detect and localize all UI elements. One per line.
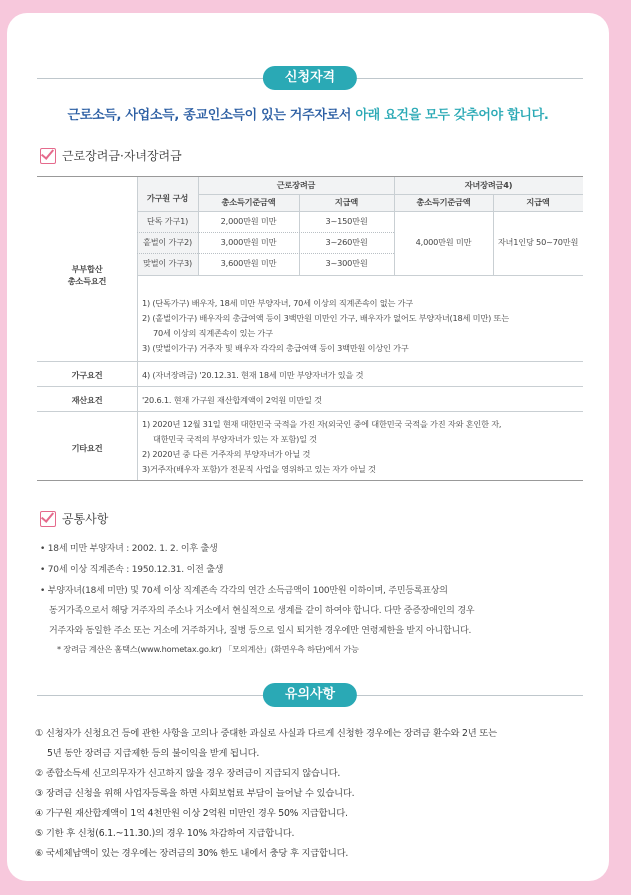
checkbox-icon	[40, 148, 56, 164]
child-income: 4,000만원 미만	[415, 237, 472, 247]
household-label: 가구요건	[71, 370, 103, 380]
header-pay-child: 지급액	[526, 197, 550, 207]
row-pay: 3~260만원	[325, 237, 368, 247]
row-divider	[137, 232, 394, 233]
list-item: • 70세 이상 직계존속 : 1950.12.31. 이전 출생	[40, 565, 224, 575]
caution-item: ⑤ 기한 후 신청(6.1.~11.30.)의 경우 10% 차감하여 지급합니다.	[35, 828, 295, 839]
row-rule	[37, 411, 583, 412]
header-income-work: 총소득기준금액	[221, 197, 276, 207]
col-divider	[493, 194, 494, 275]
other-line: 1) 2020년 12월 31일 현재 대한민국 국적을 가진 자(외국인 중에 대한민국 국적을 가진 자와 혼인한 자,	[142, 419, 502, 429]
row-pay: 3~150만원	[325, 216, 368, 226]
caution-item: ⑥ 국세체납액이 있는 경우에는 장려금의 30% 한도 내에서 충당 후 지급합니다.	[35, 848, 349, 859]
row-income: 3,000만원 미만	[220, 237, 277, 247]
header-pay-work: 지급액	[334, 197, 359, 207]
footnote: * 장려금 계산은 홈택스(www.hometax.go.kr) 「모의계산」(화면우측 하단)에서 가능	[57, 644, 359, 654]
lead-text-accent: 아래 요건을 모두 갖추어야 합니다.	[355, 108, 549, 123]
other-line: 3)거주자(배우자 포함)가 전문직 사업을 영위하고 있는 자가 아닐 것	[142, 464, 376, 474]
note-line: 2) (홑벌이가구) 배우자의 총급여액 등이 3백만원 미만인 가구, 배우자가 없어도 부양자녀(18세 미만) 또는	[142, 313, 509, 323]
income-label: 총소득요건	[67, 276, 107, 286]
page-card	[7, 13, 609, 881]
header-income-child: 총소득기준금액	[416, 197, 471, 207]
other-label: 기타요건	[71, 443, 103, 453]
row-divider	[137, 253, 394, 254]
label-column-rule	[137, 275, 138, 480]
lead-text-blue: 근로소득, 사업소득, 종교인소득이 있는 거주자로서	[67, 108, 352, 123]
note-line: 1) (단독가구) 배우자, 18세 미만 부양자녀, 70세 이상의 직계존속이 없는 가구	[142, 298, 414, 308]
note-line: 70세 이상의 직계존속이 있는 가구	[153, 328, 273, 338]
income-table-bottom	[137, 275, 583, 276]
caution-item: ③ 장려금 신청을 위해 사업자등록을 하면 사회보험료 부담이 늘어날 수 있습니다.	[35, 788, 355, 799]
list-item-continued: 거주자와 동일한 주소 또는 거소에 거주하거나, 질병 등으로 일시 퇴거한 경우에만 연령제한을 받지 아니합니다.	[49, 626, 472, 636]
list-item: • 부양자녀(18세 미만) 및 70세 이상 직계존속 각각의 연간 소득금액이 100만원 이하이며, 주민등록표상의	[40, 586, 448, 596]
header-household: 가구원 구성	[146, 193, 189, 203]
caution-item-continued: 5년 동안 장려금 지급제한 등의 불이익을 받게 됩니다.	[47, 748, 260, 759]
bullet-text: 부양자녀(18세 미만) 및 70세 이상 직계존속 각각의 연간 소득금액이 100만원 이하이며, 주민등록표상의	[47, 586, 448, 596]
caution-item: ④ 가구원 재산합계액이 1억 4천만원 이상 2억원 미만인 경우 50% 지급합니다.	[35, 808, 348, 819]
other-line: 대한민국 국적의 부양자녀가 있는 자 포함)일 것	[153, 434, 317, 444]
bullet-text: 18세 미만 부양자녀 : 2002. 1. 2. 이후 출생	[47, 544, 218, 554]
row-rule	[37, 361, 583, 362]
eligibility-lead	[7, 104, 609, 123]
header-child-incentive: 자녀장려금4)	[464, 180, 513, 190]
row-type: 맞벌이 가구3)	[143, 258, 192, 268]
other-line: 2) 2020년 중 다른 거주자의 부양자녀가 아닐 것	[142, 449, 311, 459]
property-text: '20.6.1. 현재 가구원 재산합계액이 2억원 미만일 것	[142, 395, 322, 405]
col-divider	[394, 177, 395, 275]
row-type: 홑벌이 가구2)	[143, 237, 192, 247]
eligibility-title: 신청자격	[263, 66, 357, 90]
eligibility-subtitle: 근로장려금·자녀장려금	[62, 149, 182, 163]
header-divider	[198, 194, 583, 195]
row-type: 단독 가구1)	[146, 216, 189, 226]
eligibility-header	[37, 66, 583, 90]
row-pay: 3~300만원	[325, 258, 368, 268]
row-income: 2,000만원 미만	[220, 216, 277, 226]
header-bottom-rule	[137, 211, 583, 212]
household-text: 4) (자녀장려금) '20.12.31. 현재 18세 미만 부양자녀가 있을 것	[142, 370, 364, 380]
caution-header	[37, 683, 583, 707]
income-label: 부부합산	[71, 264, 103, 274]
table-bottom-rule	[37, 480, 583, 481]
child-pay: 자녀1인당 50~70만원	[497, 237, 579, 247]
list-item: • 18세 미만 부양자녀 : 2002. 1. 2. 이후 출생	[40, 544, 218, 554]
row-rule	[37, 386, 583, 387]
bullet-text: 70세 이상 직계존속 : 1950.12.31. 이전 출생	[47, 565, 224, 575]
property-label: 재산요건	[71, 395, 103, 405]
list-item-continued: 동거가족으로서 해당 거주자의 주소나 거소에서 현실적으로 생계를 같이 하여야 합니다. 다만 중증장애인의 경우	[49, 606, 475, 616]
common-title: 공통사항	[62, 512, 109, 526]
caution-title: 유의사항	[263, 683, 357, 707]
note-line: 3) (맞벌이가구) 거주자 및 배우자 각각의 총급여액 등이 3백만원 이상인 가구	[142, 343, 409, 353]
header-work-incentive: 근로장려금	[276, 180, 316, 190]
caution-item: ② 종합소득세 신고의무자가 신고하지 않을 경우 장려금이 지급되지 않습니다.	[35, 768, 341, 779]
row-income: 3,600만원 미만	[220, 258, 277, 268]
checkbox-icon	[40, 511, 56, 527]
caution-item: ① 신청자가 신청요건 등에 관한 사항을 고의나 중대한 과실로 사실과 다르게 신청한 경우에는 장려금 환수와 2년 또는	[35, 728, 497, 739]
